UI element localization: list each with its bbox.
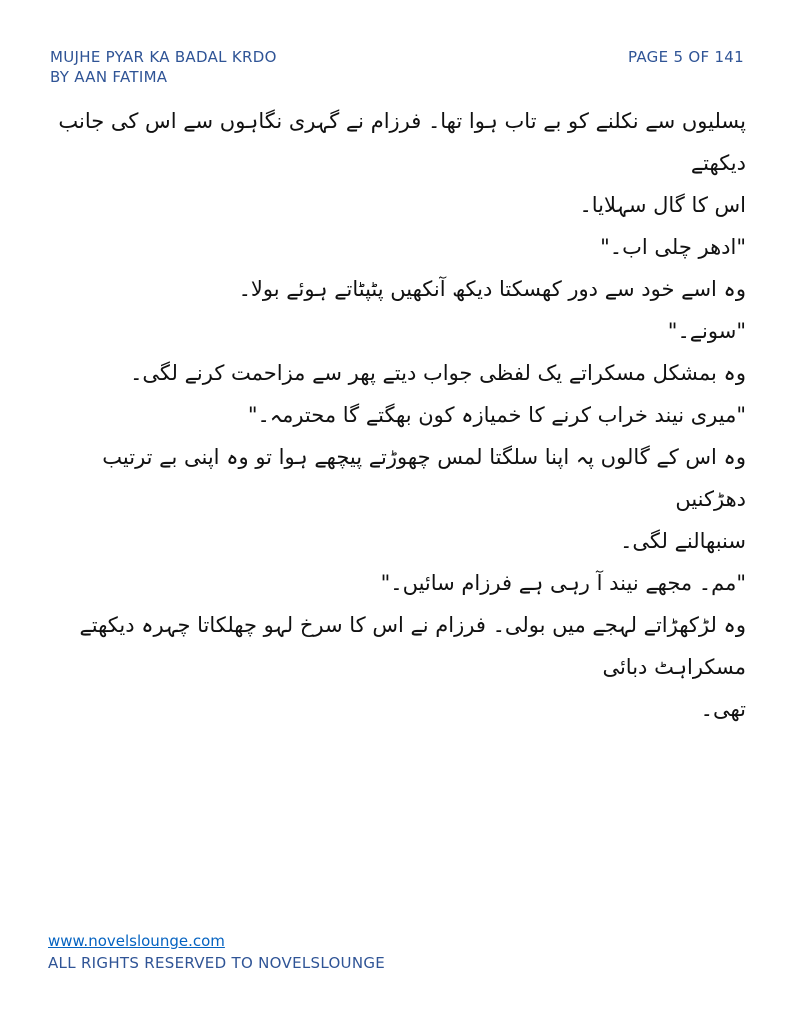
paragraph-line: وہ اس کے گالوں پہ اپنا سلگتا لمس چھوڑتے پیچھے ہوا تو وہ اپنی بے ترتیب دھڑکنیں bbox=[102, 445, 746, 511]
copyright-notice: ALL RIGHTS RESERVED TO NOVELSLOUNGE bbox=[48, 954, 386, 972]
paragraph-line: وہ بمشکل مسکراتے یک لفظی جواب دیتے پھر سے مزاحمت کرنے لگی۔ bbox=[130, 361, 746, 385]
paragraph-line: پسلیوں سے نکلنے کو بے تاب ہوا تھا۔ فرزام نے گہری نگاہوں سے اس کی جانب دیکھتے bbox=[58, 109, 746, 175]
paragraph-line: تھی۔ bbox=[700, 697, 746, 721]
paragraph-line: "ادھر چلی اب۔" bbox=[600, 235, 746, 259]
page-number: PAGE 5 OF 141 bbox=[628, 48, 744, 66]
novel-title: MUJHE PYAR KA BADAL KRDO bbox=[50, 48, 277, 66]
paragraph-line: وہ اسے خود سے دور کھسکتا دیکھ آنکھیں پٹپٹاتے ہوئے بولا۔ bbox=[238, 277, 746, 301]
author-name: BY AAN FATIMA bbox=[50, 68, 168, 86]
paragraph-line: اس کا گال سہلایا۔ bbox=[579, 193, 746, 217]
page-header bbox=[50, 46, 744, 94]
paragraph-line: "سونے۔" bbox=[667, 319, 746, 343]
page-footer bbox=[48, 930, 648, 974]
paragraph-line: "مم۔ مجھے نیند آ رہی ہے فرزام سائیں۔" bbox=[380, 571, 746, 595]
paragraph-line: سنبھالنے لگی۔ bbox=[620, 529, 746, 553]
story-text bbox=[50, 100, 746, 730]
website-link[interactable]: www.novelslounge.com bbox=[48, 932, 225, 950]
paragraph-line: وہ لڑکھڑاتے لہجے میں بولی۔ فرزام نے اس کا سرخ لہو چھلکاتا چہرہ دیکھتے مسکراہٹ دبائی bbox=[79, 613, 746, 679]
paragraph-line: "میری نیند خراب کرنے کا خمیازہ کون بھگتے گا محترمہ۔" bbox=[247, 403, 746, 427]
